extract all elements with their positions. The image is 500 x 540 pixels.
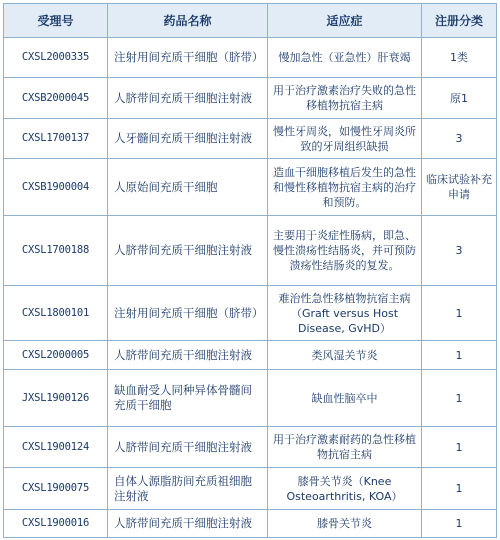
cell-drug-name: 人脐带间充质干细胞注射液: [108, 341, 268, 370]
cell-acceptance-no: CXSB2000045: [4, 78, 108, 119]
cell-registration-class: 1: [422, 341, 497, 370]
cell-drug-name: 人原始间充质干细胞: [108, 159, 268, 216]
table-row: [4, 510, 497, 538]
cell-indication: 主要用于炎症性肠病，即急、慢性溃疡性结肠炎，并可预防溃疡性结肠炎的复发。: [268, 216, 422, 286]
cell-acceptance-no: CXSL2000005: [4, 341, 108, 370]
cell-indication: 用于治疗激素治疗失败的急性移植物抗宿主病: [268, 78, 422, 119]
cell-indication: 缺血性脑卒中: [268, 370, 422, 427]
table-row: [4, 427, 497, 468]
cell-indication: 类风湿关节炎: [268, 341, 422, 370]
cell-indication: 慢加急性（亚急性）肝衰竭: [268, 38, 422, 78]
cell-acceptance-no: CXSL1800101: [4, 286, 108, 341]
cell-drug-name: 自体人源脂肪间充质祖细胞注射液: [108, 468, 268, 510]
table-row: [4, 341, 497, 370]
table-row: [4, 159, 497, 216]
cell-acceptance-no: CXSB1900004: [4, 159, 108, 216]
cell-registration-class: 1: [422, 510, 497, 538]
cell-registration-class: 临床试验补充申请: [422, 159, 497, 216]
cell-registration-class: 1: [422, 427, 497, 468]
drug-registration-table-container: [3, 3, 496, 538]
cell-drug-name: 缺血耐受人同种异体骨髓间充质干细胞: [108, 370, 268, 427]
cell-registration-class: 1: [422, 370, 497, 427]
header-registration-class: 注册分类: [422, 4, 497, 38]
cell-drug-name: 人脐带间充质干细胞注射液: [108, 427, 268, 468]
cell-indication: 难治性急性移植物抗宿主病（Graft versus Host Disease, GvHD）: [268, 286, 422, 341]
cell-acceptance-no: JXSL1900126: [4, 370, 108, 427]
cell-acceptance-no: CXSL1900075: [4, 468, 108, 510]
table-row: [4, 468, 497, 510]
table-row: [4, 78, 497, 119]
cell-indication: 膝骨关节炎（Knee Osteoarthritis, KOA）: [268, 468, 422, 510]
cell-acceptance-no: CXSL2000335: [4, 38, 108, 78]
cell-registration-class: 3: [422, 119, 497, 159]
header-indication: 适应症: [268, 4, 422, 38]
cell-drug-name: 注射用间充质干细胞（脐带）: [108, 286, 268, 341]
cell-acceptance-no: CXSL1700188: [4, 216, 108, 286]
cell-drug-name: 人脐带间充质干细胞注射液: [108, 216, 268, 286]
header-acceptance-no: 受理号: [4, 4, 108, 38]
table-row: [4, 38, 497, 78]
cell-drug-name: 人牙髓间充质干细胞注射液: [108, 119, 268, 159]
cell-registration-class: 3: [422, 216, 497, 286]
cell-acceptance-no: CXSL1700137: [4, 119, 108, 159]
header-drug-name: 药品名称: [108, 4, 268, 38]
drug-registration-table: [3, 3, 497, 538]
cell-registration-class: 1类: [422, 38, 497, 78]
table-row: [4, 119, 497, 159]
cell-drug-name: 人脐带间充质干细胞注射液: [108, 510, 268, 538]
table-row: [4, 216, 497, 286]
cell-indication: 膝骨关节炎: [268, 510, 422, 538]
cell-indication: 用于治疗激素耐药的急性移植物抗宿主病: [268, 427, 422, 468]
table-row: [4, 286, 497, 341]
cell-acceptance-no: CXSL1900016: [4, 510, 108, 538]
table-row: [4, 370, 497, 427]
cell-indication: 造血干细胞移植后发生的急性和慢性移植物抗宿主病的治疗和预防。: [268, 159, 422, 216]
cell-drug-name: 注射用间充质干细胞（脐带）: [108, 38, 268, 78]
cell-indication: 慢性牙周炎，如慢性牙周炎所致的牙周组织缺损: [268, 119, 422, 159]
cell-drug-name: 人脐带间充质干细胞注射液: [108, 78, 268, 119]
table-header-row: [4, 4, 497, 38]
cell-registration-class: 1: [422, 468, 497, 510]
cell-registration-class: 原1: [422, 78, 497, 119]
cell-registration-class: 1: [422, 286, 497, 341]
cell-acceptance-no: CXSL1900124: [4, 427, 108, 468]
